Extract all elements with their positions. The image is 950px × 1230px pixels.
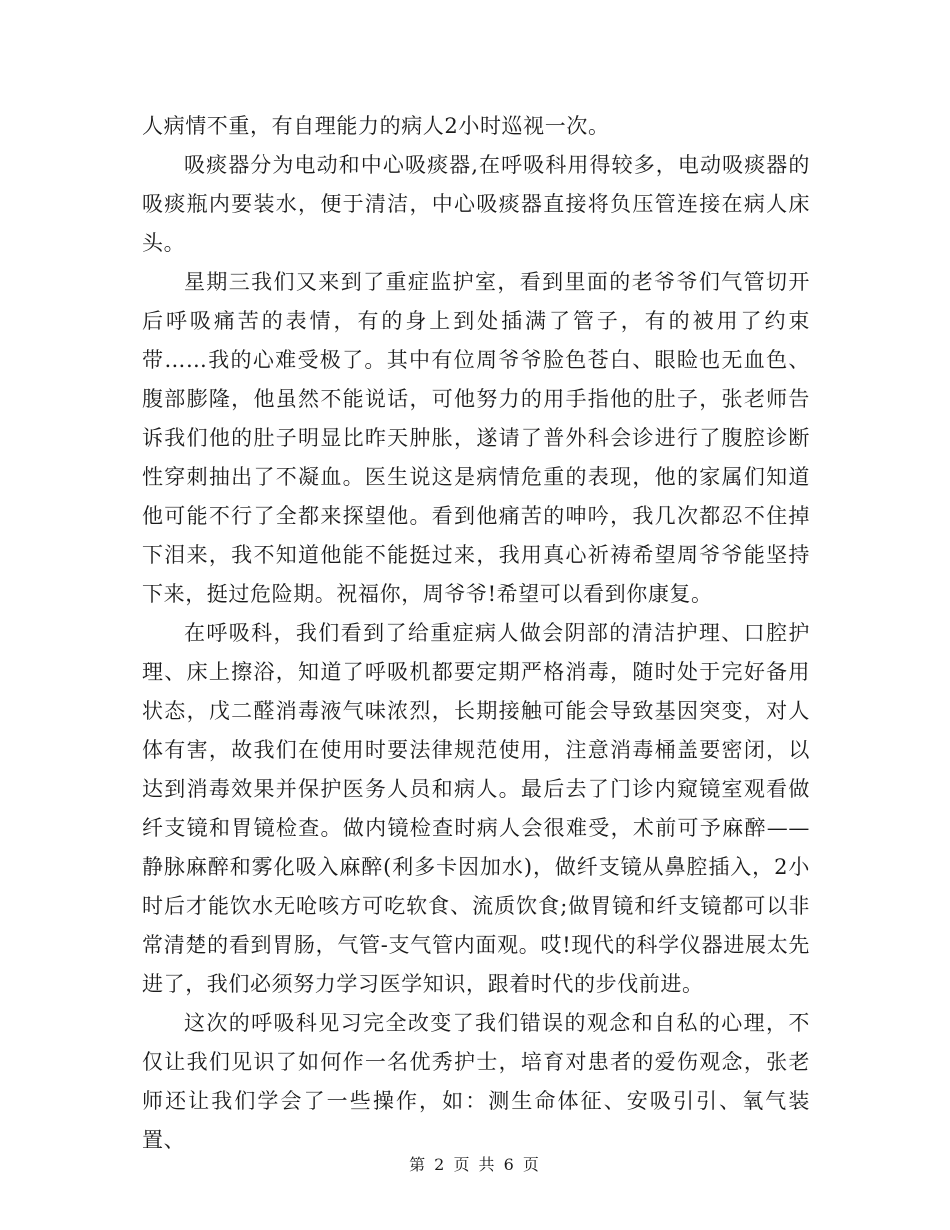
paragraph-icu-visit: 星期三我们又来到了重症监护室，看到里面的老爷爷们气管切开后呼吸痛苦的表情，有的身上到处插满了管子，有的被用了约束带……我的心难受极了。其中有位周爷爷脸色苍白、眼睑也无血色、腹部膨隆，他虽然不能说话，可他努力的用手指他的肚子，张老师告诉我们他的肚子明显比昨天肿胀，遂请了普外科会诊进行了腹腔诊断性穿刺抽出了不凝血。医生说这是病情危重的表现，他的家属们知道他可能不行了全都来探望他。看到他痛苦的呻吟，我几次都忍不住掉下泪来，我不知道他能不能挺过来，我用真心祈祷希望周爷爷能坚持下来，挺过危险期。祝福你，周爷爷!希望可以看到你康复。 xyxy=(142,270,810,606)
document-body xyxy=(142,107,810,1160)
page-number-footer: 第 2 页 共 6 页 xyxy=(409,1155,541,1174)
paragraph-respiratory-care: 在呼吸科，我们看到了给重症病人做会阴部的清洁护理、口腔护理、床上擦浴，知道了呼吸机都要定期严格消毒，随时处于完好备用状态，戊二醛消毒液气味浓烈，长期接触可能会导致基因突变，对人体有害，故我们在使用时要法律规范使用，注意消毒桶盖要密闭，以达到消毒效果并保护医务人员和病人。最后去了门诊内窥镜室观看做纤支镜和胃镜检查。做内镜检查时病人会很难受，术前可予麻醉——静脉麻醉和雾化吸入麻醉(利多卡因加水)，做纤支镜从鼻腔插入，2小时后才能饮水无呛咳方可吃软食、流质饮食;做胃镜和纤支镜都可以非常清楚的看到胃肠，气管-支气管内面观。哎!现代的科学仪器进展太先进了，我们必须努力学习医学知识，跟着时代的步伐前进。 xyxy=(142,621,810,996)
paragraph-continuation: 人病情不重，有自理能力的病人2小时巡视一次。 xyxy=(142,114,610,138)
paragraph-suction-device: 吸痰器分为电动和中心吸痰器,在呼吸科用得较多，电动吸痰器的吸痰瓶内要装水，便于清洁，中心吸痰器直接将负压管连接在病人床头。 xyxy=(142,153,810,255)
paragraph-reflection: 这次的呼吸科见习完全改变了我们错误的观念和自私的心理，不仅让我们见识了如何作一名优秀护士，培育对患者的爱伤观念，张老师还让我们学会了一些操作，如：测生命体征、安吸引引、氧气装置、 xyxy=(142,1011,810,1152)
